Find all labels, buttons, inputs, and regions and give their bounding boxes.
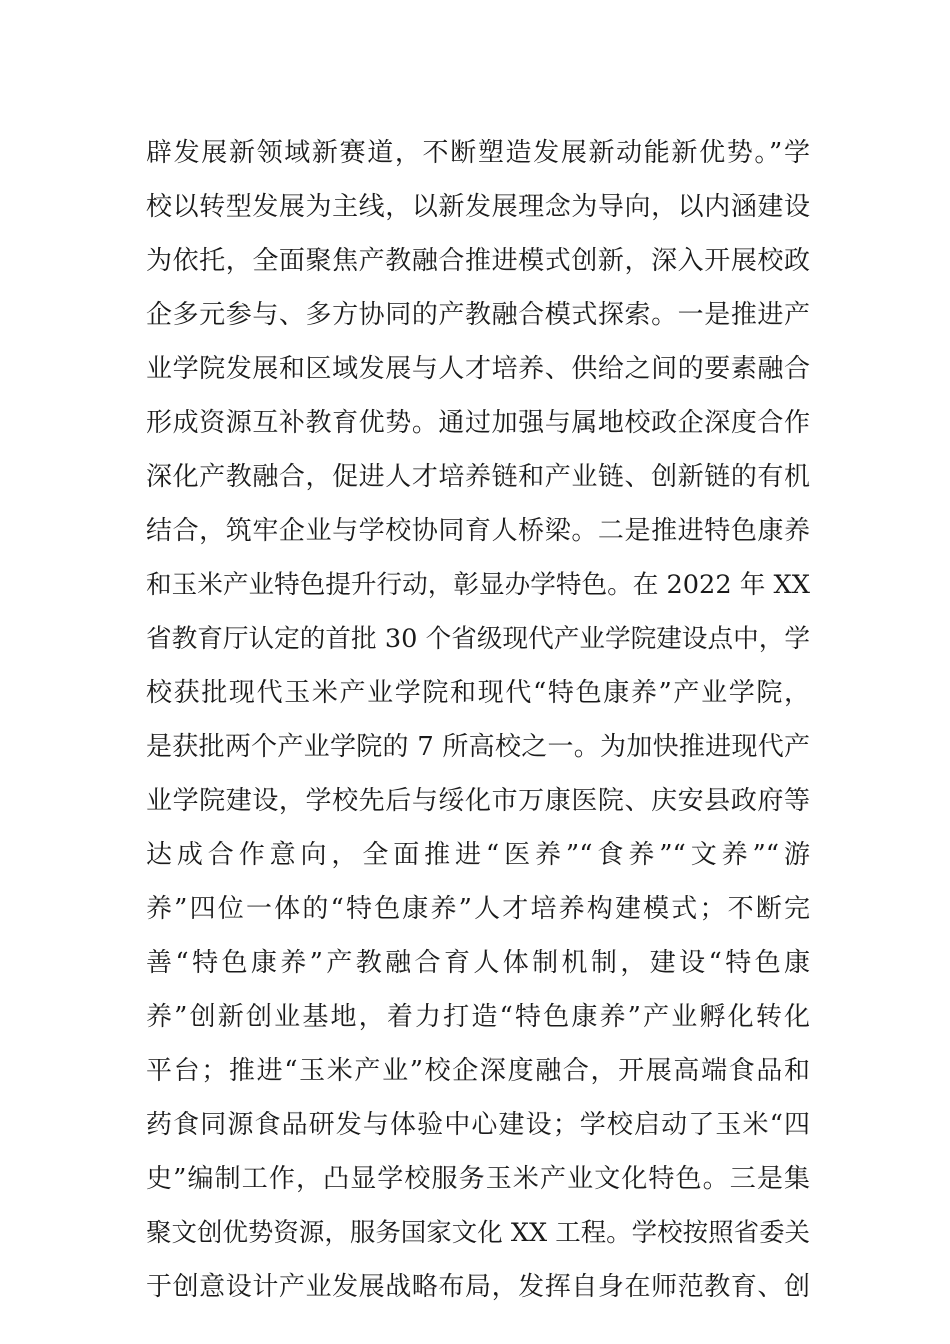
- text-line: 为依托，全面聚焦产教融合推进模式创新，深入开展校政: [146, 246, 810, 276]
- text-line: 校获批现代玉米产业学院和现代“特色康养”产业学院，: [146, 678, 810, 708]
- text-line: 史”编制工作，凸显学校服务玉米产业文化特色。三是集: [146, 1164, 810, 1194]
- text-line: 聚文创优势资源，服务国家文化 XX 工程。学校按照省委关: [146, 1218, 810, 1248]
- text-line: 业学院发展和区域发展与人才培养、供给之间的要素融合: [146, 354, 810, 384]
- text-line: 结合，筑牢企业与学校协同育人桥梁。二是推进特色康养: [146, 516, 810, 546]
- text-line: 辟发展新领域新赛道，不断塑造发展新动能新优势。”学: [146, 138, 810, 168]
- text-line: 养”四位一体的“特色康养”人才培养构建模式；不断完: [146, 894, 810, 924]
- text-line: 省教育厅认定的首批 30 个省级现代产业学院建设点中，学: [146, 624, 810, 654]
- text-line: 校以转型发展为主线，以新发展理念为导向，以内涵建设: [146, 192, 810, 222]
- body-paragraph: [146, 126, 810, 1314]
- text-line: 形成资源互补教育优势。通过加强与属地校政企深度合作: [146, 408, 810, 438]
- text-line: 养”创新创业基地，着力打造“特色康养”产业孵化转化: [146, 1002, 810, 1032]
- text-line: 善“特色康养”产教融合育人体制机制，建设“特色康: [146, 948, 810, 978]
- text-line: 是获批两个产业学院的 7 所高校之一。为加快推进现代产: [146, 732, 810, 762]
- text-line: 平台；推进“玉米产业”校企深度融合，开展高端食品和: [146, 1056, 810, 1086]
- text-line: 企多元参与、多方协同的产教融合模式探索。一是推进产: [146, 300, 810, 330]
- text-line: 深化产教融合，促进人才培养链和产业链、创新链的有机: [146, 462, 810, 492]
- text-line: 药食同源食品研发与体验中心建设；学校启动了玉米“四: [146, 1110, 810, 1140]
- text-line: 于创意设计产业发展战略布局，发挥自身在师范教育、创: [146, 1272, 810, 1302]
- text-line: 达成合作意向，全面推进“医养”“食养”“文养”“游: [146, 840, 810, 870]
- text-line: 业学院建设，学校先后与绥化市万康医院、庆安县政府等: [146, 786, 810, 816]
- text-line: 和玉米产业特色提升行动，彰显办学特色。在 2022 年 XX: [146, 570, 810, 600]
